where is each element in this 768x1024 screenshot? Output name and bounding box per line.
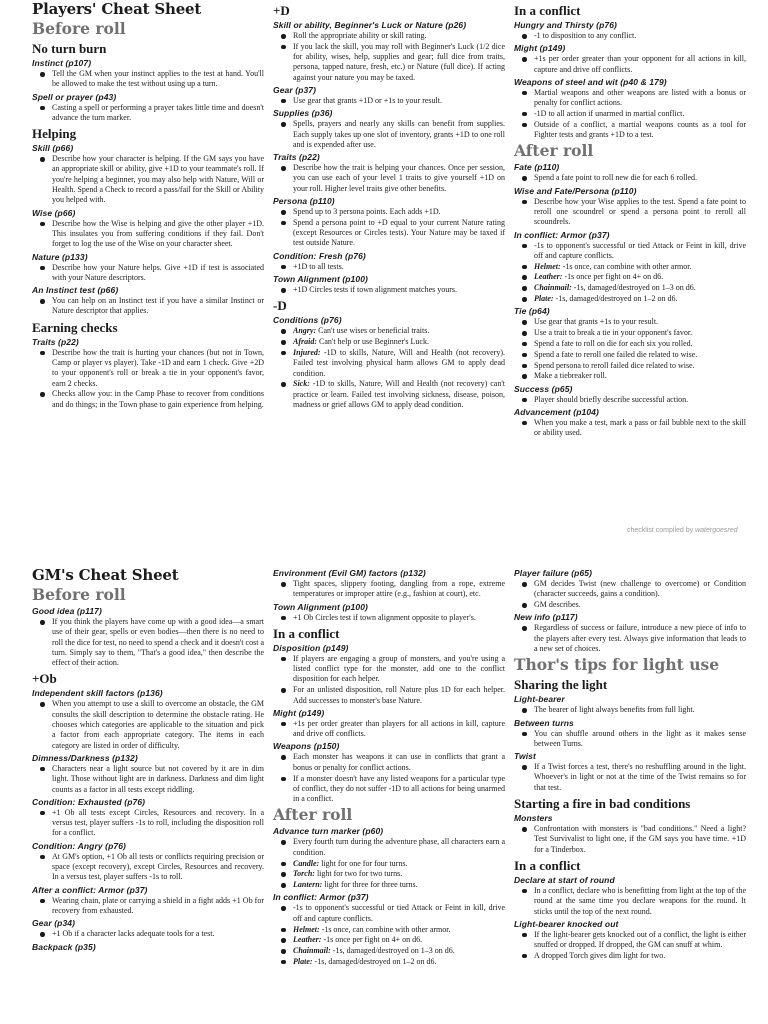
rule-bullet-list: [32, 103, 264, 124]
rule-bullet: Describe how the trait is hurting your chances (but not in Town, Camp or player vs player). Take -1D and earn 1 check. Give +2D to your opponent's roll or break a tie in your opponent's favor, earn 2 checks.: [52, 347, 264, 388]
rule-term: Injured:: [293, 347, 321, 357]
rule-term: Leather:: [293, 935, 322, 945]
rule-bullet: Use gear that grants +1D or +1s to your result.: [293, 96, 505, 106]
rule-title: Advancement (p104): [514, 406, 599, 417]
rule-bullet: Describe how the trait is helping your chances. Once per session, you can use each of your level 1 traits to give yourself +1D on your roll. Higher level traits give other benefits.: [293, 163, 505, 193]
section-heading: After roll: [514, 141, 594, 161]
rule-term: Candle:: [293, 858, 320, 868]
rule-bullet-list: [32, 699, 264, 750]
rule-bullet-list: [273, 837, 505, 890]
rule-text: -1D to skills, Nature, Will and Health (not recovery) can't practice or learn. Failed test involving sickness, disease, poison, madness or grief allows GM to apply dead condition.: [293, 379, 505, 409]
rule-bullet-list: [273, 326, 505, 410]
subsection-heading: Earning checks: [32, 319, 118, 335]
subsection-heading: In a conflict: [514, 857, 581, 873]
rule-bullet: You can shuffle around others in the light as it makes sense between Turns.: [534, 728, 746, 748]
rule-bullet: Use a trait to break a tie in your opponent's favor.: [534, 328, 746, 338]
gm-sheet-title: GM's Cheat Sheet: [32, 566, 179, 584]
rule-term: Torch:: [293, 869, 315, 879]
gm-cheat-sheet: [0, 566, 768, 1024]
rule-bullet: You can help on an Instinct test if you have a similar Instinct or Nature descriptor that applies.: [52, 296, 264, 316]
rule-bullet: Describe how your Wise applies to the test. Spend a fate point to reroll one scoundrel or spend a persona point to reroll all scoundrels.: [534, 196, 746, 227]
rule-term: Chainmail:: [534, 283, 572, 293]
rule-bullet: Spells, prayers and nearly any skills can benefit from supplies. Each supply takes up one slot of inventory, grants +1D to one roll and is expended after use.: [293, 119, 505, 149]
rule-text: Can't help or use Beginner's Luck.: [317, 337, 429, 347]
rule-bullet-list: [273, 31, 505, 83]
rule-text: Can't use wises or beneficial traits.: [316, 326, 430, 336]
section-heading: Before roll: [32, 585, 126, 604]
rule-bullet: [534, 294, 746, 304]
rule-bullet-list: [32, 852, 264, 883]
rule-text: -1D to skills, Nature, Will and Health (not recovery). Failed test involving physical harm allows GM to apply dead condition.: [293, 347, 505, 378]
rule-title: Good idea (p117): [32, 606, 102, 616]
rule-bullet: Every fourth turn during the adventure phase, all characters earn a condition.: [293, 837, 505, 857]
rule-bullet: [293, 946, 505, 956]
rule-title: Success (p65): [514, 383, 573, 394]
subsection-heading: Sharing the light: [514, 677, 608, 693]
rule-bullet: Wearing chain, plate or carrying a shield in a fight adds +1 Ob for recovery from exhausted.: [52, 895, 264, 915]
rule-title: Player failure (p65): [514, 568, 593, 578]
rule-bullet: -1s to opponent's successful or tied Attack or Feint in kill, drive off and capture conflicts.: [534, 240, 746, 260]
rule-bullet: Confrontation with monsters is "bad conditions." Need a light? Test Survivalist to light one, if the GM says you have time. +1D for a Tinderbox.: [534, 824, 746, 854]
rule-term: Afraid:: [293, 337, 317, 347]
rule-bullet-list: [514, 54, 746, 75]
rule-bullet: Make a tiebreaker roll.: [534, 371, 746, 381]
rule-title: Tie (p64): [514, 306, 550, 317]
rule-bullet: +1D Circles tests if town alignment matches yours.: [293, 285, 505, 295]
rule-bullet-list: [273, 613, 505, 623]
rule-bullet-list: [273, 119, 505, 150]
rule-bullet: If players are engaging a group of monsters, and you're using a listed conflict type for the monster, add one to the conflict disposition for each helper.: [293, 653, 505, 684]
gm-column-1: [32, 566, 264, 953]
rule-title: Light-bearer knocked out: [514, 918, 619, 929]
rule-title: Fate (p110): [514, 162, 560, 173]
rule-bullet-list: [32, 764, 264, 795]
rule-bullet-list: [273, 752, 505, 804]
rule-title: Conditions (p76): [273, 315, 342, 326]
rule-title: Condition: Exhausted (p76): [32, 796, 146, 807]
rule-text: -1s, damaged/destroyed on 1–3 on d6.: [330, 946, 455, 956]
rule-text: -1s once, can combine with other armor.: [560, 261, 692, 271]
rule-title: Might (p149): [273, 707, 325, 718]
subsection-heading: Starting a fire in bad conditions: [514, 796, 691, 812]
rule-bullet-list: [273, 579, 505, 600]
subsection-heading: No turn burn: [32, 41, 107, 56]
rule-bullet: [293, 337, 505, 347]
rule-title: Skill or ability, Beginner's Luck or Nature (p26): [273, 20, 467, 30]
rule-title: Between turns: [514, 717, 574, 728]
rule-bullet-list: [514, 418, 746, 439]
rule-bullet: Spend a persona point to +D equal to your current Nature rating (except Resources or Circles tests). Your Nature may be taxed if test outside Nature.: [293, 217, 505, 248]
rule-bullet-list: [514, 930, 746, 961]
rule-title: In conflict: Armor (p37): [514, 229, 610, 240]
rule-term: Angry:: [293, 326, 317, 336]
rule-bullet: GM decides Twist (new challenge to overcome) or Condition (character succeeds, gains a condition).: [534, 579, 746, 599]
rule-title: Condition: Angry (p76): [32, 840, 126, 851]
rule-bullet: Characters near a light source but not covered by it are in dim light. Those without light are in darkness. Darkness and dim light counts as a factor in all tests except riddling.: [52, 763, 264, 794]
subsection-heading: Helping: [32, 126, 77, 142]
rule-bullet: -1D to all action if unarmed in martial conflict.: [534, 109, 746, 119]
rule-bullet: [534, 262, 746, 272]
rule-bullet-list: [32, 348, 264, 410]
credit-line: [627, 527, 738, 534]
rule-text: light for three for three turns.: [322, 880, 418, 890]
rule-bullet: -1 to disposition to any conflict.: [534, 31, 746, 41]
rule-bullet-list: [273, 163, 505, 194]
rule-title: Weapons of steel and wit (p40 & 179): [514, 76, 667, 87]
subsection-heading: In a conflict: [273, 625, 340, 641]
rule-bullet: [293, 935, 505, 945]
rule-bullet: If you think the players have come up with a good idea—a smart use of their gear, spells or even bodies—then there is no need to roll the dice for test, no need to spend a check and it doesn't cost a turn. Simply say to them, "That's a good idea," then describe the effect of their action.: [52, 617, 264, 668]
rule-bullet-list: [32, 219, 264, 250]
rule-bullet: Describe how your character is helping. If the GM says you have an appropriate skill or ability, give +1D to your teammate's roll. If you're helping a beginner, you may also help with Nature, Will or Health. Spend a Check to record a pass/fail for the Skill or Ability you helped with.: [52, 154, 264, 205]
credit-author: watergoesred: [695, 527, 738, 534]
rule-title: Advance turn marker (p60): [273, 826, 384, 837]
rule-bullet: Describe how your Nature helps. Give +1D if test is associated with your Nature descriptors.: [52, 262, 264, 282]
rule-term: Chainmail:: [293, 946, 331, 956]
rule-bullet: Martial weapons and other weapons are listed with a bonus or penalty for conflict actions.: [534, 87, 746, 108]
rule-bullet: Each monster has weapons it can use in conflicts that grant a bonus or penalty for conflict actions.: [293, 752, 505, 772]
rule-bullet-list: [514, 579, 746, 610]
section-heading: Thor's tips for light use: [514, 655, 720, 675]
rule-title: Might (p149): [514, 43, 566, 54]
rule-title: Town Alignment (p100): [273, 601, 368, 612]
section-heading: Before roll: [32, 19, 126, 38]
subsection-heading: +D: [273, 3, 290, 18]
rule-title: In conflict: Armor (p37): [273, 892, 369, 903]
rule-title: Environment (Evil GM) factors (p132): [273, 568, 426, 578]
rule-title: Condition: Fresh (p76): [273, 250, 366, 261]
rule-title: Declare at start of round: [514, 874, 615, 885]
rule-bullet: Tight spaces, slippery footing, dangling from a rope, extreme temperatures or improper attire (e.g., fashion at court), etc.: [293, 579, 505, 599]
rule-bullet: +1s per order greater than your opponent for all actions in kill, capture and drive off conflicts.: [534, 54, 746, 74]
rule-bullet: Player should briefly describe successful action.: [534, 395, 746, 405]
rule-title: Gear (p37): [273, 84, 317, 95]
rule-title: Skill (p66): [32, 143, 74, 154]
rule-bullet: Spend a fate to roll on die for each six you rolled.: [534, 339, 746, 349]
rule-bullet-list: [514, 824, 746, 855]
rule-term: Plate:: [534, 294, 554, 304]
rule-bullet: +1D to all tests.: [293, 262, 505, 272]
players-sheet-title: Players' Cheat Sheet: [32, 0, 202, 18]
rule-term: Plate:: [293, 956, 313, 966]
rule-title: Nature (p133): [32, 251, 88, 262]
rule-bullet: [293, 869, 505, 879]
rule-bullet: Roll the appropriate ability or skill rating.: [293, 31, 505, 41]
rule-bullet-list: [514, 729, 746, 750]
rule-bullet: [534, 272, 746, 282]
rule-bullet-list: [32, 263, 264, 284]
rule-bullet-list: [273, 207, 505, 249]
rule-bullet: Casting a spell or performing a prayer takes little time and doesn't advance the turn marker.: [52, 102, 264, 122]
rule-title: Traits (p22): [273, 152, 320, 163]
rule-bullet-list: [273, 262, 505, 272]
rule-bullet: [293, 925, 505, 935]
rule-title: Dimness/Darkness (p132): [32, 752, 138, 763]
rule-title: An Instinct test (p66): [32, 285, 119, 296]
subsection-heading: +Ob: [32, 671, 57, 687]
rule-title: Disposition (p149): [273, 642, 349, 653]
rule-text: -1s once per fight on 4+ on d6.: [321, 935, 423, 945]
rule-bullet: Spend a fate point to roll new die for each 6 rolled.: [534, 173, 746, 183]
rule-bullet-list: [273, 654, 505, 706]
subsection-heading: -D: [273, 298, 287, 314]
section-heading: After roll: [273, 805, 353, 825]
rule-bullet: If a monster doesn't have any listed weapons for a particular type of conflict, they do not suffer -1D to all actions for being unarmed in a conflict.: [293, 773, 506, 804]
rule-text: light for two for two turns.: [314, 869, 403, 879]
rule-bullet-list: [514, 886, 746, 917]
rule-title: Weapons (p150): [273, 741, 340, 752]
rule-text: -1s once, can combine with other armor.: [319, 924, 451, 934]
rule-bullet: GM describes.: [534, 600, 746, 610]
rule-title: Monsters: [514, 813, 553, 824]
rule-bullet: -1s to opponent's successful or tied Attack or Feint in kill, drive off and capture conflicts.: [293, 903, 505, 923]
rule-title: Gear (p34): [32, 918, 76, 929]
rule-bullet: [293, 957, 505, 967]
rule-bullet: +1 Ob if a character lacks adequate tools for a test.: [52, 929, 264, 939]
rule-bullet-list: [514, 173, 746, 183]
rule-bullet: +1s per order greater than players for all actions in kill, capture and drive off conflicts.: [293, 718, 505, 739]
rule-bullet: Regardless of success or failure, introduce a new piece of info to the players after every test. Always give information that leads to a new set of choices.: [534, 623, 746, 653]
rule-bullet: Spend a fate to reroll one failed die related to wise.: [534, 350, 746, 360]
rule-bullet: [293, 880, 505, 890]
rule-title: Twist: [514, 751, 536, 762]
rule-bullet: [293, 859, 505, 869]
rule-title: Instinct (p107): [32, 58, 92, 68]
rule-bullet: When you make a test, mark a pass or fail bubble next to the skill or ability used.: [534, 417, 746, 438]
rule-bullet-list: [273, 96, 505, 106]
rule-bullet: A dropped Torch gives dim light for two.: [534, 951, 746, 961]
rule-bullet: When you attempt to use a skill to overcome an obstacle, the GM consults the skill description to determine the obstacle rating. He chooses which categories are applicable to the situation and pick a factor from each appropriate category. The items in each category are listed in order of difficulty.: [52, 699, 264, 750]
rule-bullet: For an unlisted disposition, roll Nature plus 1D for each helper. Add successes to monster's base Nature.: [293, 685, 505, 705]
rule-title: Supplies (p36): [273, 108, 333, 119]
rule-bullet-list: [32, 896, 264, 917]
rule-term: Helmet:: [293, 924, 320, 934]
rule-bullet-list: [32, 929, 264, 939]
players-column-2: [273, 0, 505, 411]
rule-bullet: If the light-bearer gets knocked out of a conflict, the light is either snuffed or dropped. If dropped, the GM can snuff at whim.: [534, 929, 746, 950]
players-column-3: [514, 0, 746, 439]
rule-title: Traits (p22): [32, 336, 79, 347]
rule-bullet: Spend persona to reroll failed dice related to wise.: [534, 361, 746, 371]
rule-bullet-list: [32, 808, 264, 839]
rule-bullet-list: [514, 705, 746, 715]
rule-bullet: [534, 283, 746, 293]
rule-bullet-list: [32, 154, 264, 205]
rule-text: -1s, damaged/destroyed on 1–2 on d6.: [553, 294, 678, 304]
rule-bullet: The bearer of light always benefits from full light.: [534, 705, 746, 715]
rule-bullet: +1 Ob Circles test if town alignment opposite to player's.: [293, 613, 505, 623]
rule-bullet: At GM's option, +1 Ob all tests or conflicts requiring precision or space (except recovery), except Circles, Resources and recovery. In a versus test, player suffers -1s to roll.: [52, 851, 264, 882]
rule-title: Hungry and Thirsty (p76): [514, 20, 617, 30]
rule-title: Independent skill factors (p136): [32, 688, 163, 699]
rule-bullet: If a Twist forces a test, there's no reshuffling around in the light. Whoever's in light or not at the time of the Twist remains so for that test.: [534, 762, 746, 792]
rule-bullet: [293, 379, 505, 410]
rule-bullet-list: [32, 617, 264, 668]
rule-bullet-list: [32, 296, 264, 317]
rule-bullet-list: [514, 623, 746, 654]
rule-title: Wise (p66): [32, 207, 76, 218]
rule-bullet: Checks allow you: in the Camp Phase to recover from conditions and do things; in the Town phase to gain experience from helping.: [52, 389, 264, 409]
rule-term: Helmet:: [534, 261, 561, 271]
rule-bullet: Tell the GM when your instinct applies to the test at hand. You'll be allowed to make the test without using up a turn.: [52, 69, 264, 89]
rule-term: Sick:: [293, 379, 310, 389]
rule-bullet: Describe how the Wise is helping and give the other player +1D. This insulates you from suffering conditions if they fail. Don't forget to log the use of the Wise on your character sheet.: [52, 218, 264, 249]
rule-title: New info (p117): [514, 612, 578, 623]
gm-column-3: [514, 566, 746, 962]
rule-title: Persona (p110): [273, 196, 335, 207]
rule-title: Wise and Fate/Persona (p110): [514, 185, 637, 196]
rule-bullet-list: [514, 241, 746, 305]
rule-bullet-list: [514, 88, 746, 140]
rule-bullet-list: [273, 285, 505, 295]
rule-title: Backpack (p35): [32, 941, 96, 952]
rule-bullet: Outside of a conflict, a martial weapons counts as a tool for Fighter tests and grants +1D to a test.: [534, 119, 746, 140]
rule-text: light for one for four turns.: [319, 858, 408, 868]
rule-text: -1s, damaged/destroyed on 1–2 on d6.: [312, 956, 437, 966]
rule-title: After a conflict: Armor (p37): [32, 884, 148, 895]
rule-bullet-list: [273, 903, 505, 967]
rule-bullet-list: [514, 317, 746, 381]
rule-bullet: Use gear that grants +1s to your result.: [534, 317, 746, 327]
subsection-heading: In a conflict: [514, 3, 581, 18]
gm-column-2: [273, 566, 505, 968]
rule-title: Light-bearer: [514, 694, 565, 705]
rule-term: Lantern:: [293, 880, 323, 890]
credit-prefix: checklist compiled by: [627, 527, 696, 534]
rule-title: Spell or prayer (p43): [32, 91, 117, 102]
players-column-1: [32, 0, 264, 411]
rule-bullet: Spend up to 3 persona points. Each adds +1D.: [293, 207, 505, 217]
rule-text: -1s, damaged/destroyed on 1–3 on d6.: [571, 283, 696, 293]
rule-bullet: If you lack the skill, you may roll with Beginner's Luck (1/2 dice for ability, wises, help, supplies and gear; full dice from traits, persona, tapped nature, fresh, etc.) or Nature (full dice). If acting against your nature you may be taxed.: [293, 41, 505, 82]
rule-bullet: [293, 326, 505, 336]
rule-bullet-list: [514, 197, 746, 228]
rule-bullet-list: [514, 762, 746, 793]
rule-bullet: [293, 348, 505, 379]
rule-bullet-list: [273, 719, 505, 740]
rule-bullet: +1 Ob all tests except Circles, Resources and recovery. In a versus test, player suffers -1s to roll, including the disposition roll for a conflict.: [52, 807, 264, 838]
rule-bullet-list: [32, 69, 264, 90]
rule-title: Town Alignment (p100): [273, 274, 368, 285]
rule-bullet-list: [514, 31, 746, 41]
rule-term: Leather:: [534, 272, 563, 282]
rule-bullet: In a conflict, declare who is benefitting from light at the top of the round at the same time you declare weapons for the round. It sticks until the top of the next round.: [534, 885, 746, 916]
rule-text: -1s once per fight on 4+ on d6.: [562, 272, 664, 282]
rule-bullet-list: [514, 395, 746, 405]
